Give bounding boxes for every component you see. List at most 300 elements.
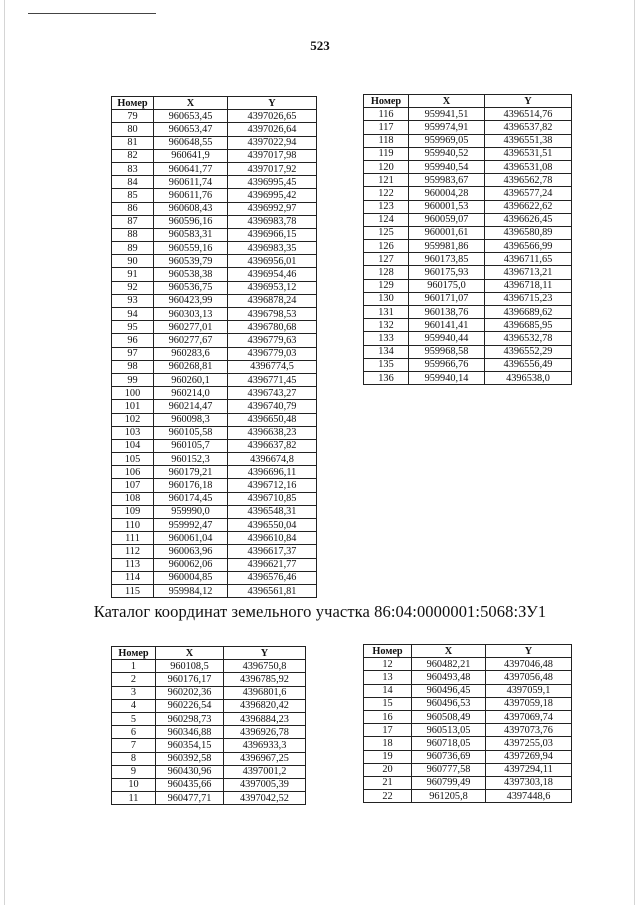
x-coordinate-cell: 960653,45 xyxy=(154,110,228,123)
table-row xyxy=(112,739,306,752)
table-row xyxy=(112,215,317,228)
point-number-cell: 82 xyxy=(112,149,154,162)
y-coordinate-cell: 4396983,35 xyxy=(228,242,317,255)
y-coordinate-cell: 4396576,46 xyxy=(228,571,317,584)
y-coordinate-cell: 4396637,82 xyxy=(228,439,317,452)
y-coordinate-cell: 4396689,62 xyxy=(485,306,572,319)
x-coordinate-cell: 960496,45 xyxy=(412,684,486,697)
x-coordinate-cell: 959974,91 xyxy=(409,121,485,134)
y-coordinate-cell: 4397073,76 xyxy=(486,724,572,737)
point-number-cell: 97 xyxy=(112,347,154,360)
point-number-cell: 79 xyxy=(112,110,154,123)
y-coordinate-cell: 4396774,5 xyxy=(228,360,317,373)
x-coordinate-cell: 960105,58 xyxy=(154,426,228,439)
x-coordinate-cell: 959969,05 xyxy=(409,134,485,147)
x-coordinate-cell: 960260,1 xyxy=(154,373,228,386)
y-coordinate-cell: 4396779,63 xyxy=(228,334,317,347)
y-coordinate-cell: 4396622,62 xyxy=(485,200,572,213)
x-coordinate-cell: 960179,21 xyxy=(154,466,228,479)
table-row xyxy=(112,492,317,505)
y-coordinate-cell: 4396933,3 xyxy=(224,739,306,752)
point-number-cell: 14 xyxy=(364,684,412,697)
x-coordinate-cell: 960611,74 xyxy=(154,176,228,189)
table-row xyxy=(364,134,572,147)
y-coordinate-cell: 4396626,45 xyxy=(485,213,572,226)
y-coordinate-cell: 4397046,48 xyxy=(486,658,572,671)
x-coordinate-cell: 960538,38 xyxy=(154,268,228,281)
x-coordinate-cell: 960559,16 xyxy=(154,242,228,255)
y-coordinate-cell: 4396711,65 xyxy=(485,253,572,266)
point-number-cell: 133 xyxy=(364,332,409,345)
point-number-cell: 108 xyxy=(112,492,154,505)
point-number-cell: 5 xyxy=(112,712,156,725)
x-coordinate-cell: 960493,48 xyxy=(412,671,486,684)
point-number-cell: 94 xyxy=(112,308,154,321)
point-number-cell: 132 xyxy=(364,319,409,332)
table-row xyxy=(364,187,572,200)
x-coordinate-cell: 960001,53 xyxy=(409,200,485,213)
table-row xyxy=(364,266,572,279)
y-coordinate-cell: 4396956,01 xyxy=(228,255,317,268)
table-row xyxy=(364,737,572,750)
y-coordinate-cell: 4396685,95 xyxy=(485,319,572,332)
y-coordinate-cell: 4396610,84 xyxy=(228,532,317,545)
y-coordinate-cell: 4397269,94 xyxy=(486,750,572,763)
header-x: X xyxy=(412,645,486,658)
table-row xyxy=(112,162,317,175)
x-coordinate-cell: 959981,86 xyxy=(409,240,485,253)
header-x: X xyxy=(156,647,224,660)
header-y: Y xyxy=(486,645,572,658)
coordinates-table-4 xyxy=(363,644,572,803)
y-coordinate-cell: 4396992,97 xyxy=(228,202,317,215)
x-coordinate-cell: 960354,15 xyxy=(156,739,224,752)
point-number-cell: 81 xyxy=(112,136,154,149)
y-coordinate-cell: 4396577,24 xyxy=(485,187,572,200)
point-number-cell: 102 xyxy=(112,413,154,426)
point-number-cell: 90 xyxy=(112,255,154,268)
point-number-cell: 13 xyxy=(364,671,412,684)
table-row xyxy=(364,710,572,723)
point-number-cell: 103 xyxy=(112,426,154,439)
x-coordinate-cell: 960277,01 xyxy=(154,321,228,334)
point-number-cell: 134 xyxy=(364,345,409,358)
x-coordinate-cell: 960539,79 xyxy=(154,255,228,268)
y-coordinate-cell: 4396983,78 xyxy=(228,215,317,228)
point-number-cell: 96 xyxy=(112,334,154,347)
x-coordinate-cell: 960508,49 xyxy=(412,710,486,723)
table-row xyxy=(112,699,306,712)
x-coordinate-cell: 960214,0 xyxy=(154,387,228,400)
table-row xyxy=(112,439,317,452)
table-row xyxy=(112,281,317,294)
y-coordinate-cell: 4396514,76 xyxy=(485,108,572,121)
y-coordinate-cell: 4396878,24 xyxy=(228,294,317,307)
table-row xyxy=(112,558,317,571)
y-coordinate-cell: 4396638,23 xyxy=(228,426,317,439)
table-row xyxy=(112,778,306,791)
header-number: Номер xyxy=(112,97,154,110)
table-row xyxy=(364,658,572,671)
header-rule xyxy=(28,13,156,14)
point-number-cell: 112 xyxy=(112,545,154,558)
table-row xyxy=(112,712,306,725)
table-row xyxy=(112,387,317,400)
point-number-cell: 84 xyxy=(112,176,154,189)
y-coordinate-cell: 4396550,04 xyxy=(228,519,317,532)
point-number-cell: 126 xyxy=(364,240,409,253)
y-coordinate-cell: 4396548,31 xyxy=(228,505,317,518)
x-coordinate-cell: 960176,17 xyxy=(156,673,224,686)
point-number-cell: 10 xyxy=(112,778,156,791)
point-number-cell: 114 xyxy=(112,571,154,584)
x-coordinate-cell: 960138,76 xyxy=(409,306,485,319)
header-number: Номер xyxy=(364,645,412,658)
table-row xyxy=(364,763,572,776)
point-number-cell: 92 xyxy=(112,281,154,294)
x-coordinate-cell: 960303,13 xyxy=(154,308,228,321)
point-number-cell: 11 xyxy=(112,792,156,805)
y-coordinate-cell: 4397059,1 xyxy=(486,684,572,697)
y-coordinate-cell: 4396820,42 xyxy=(224,699,306,712)
x-coordinate-cell: 959940,52 xyxy=(409,147,485,160)
table-row xyxy=(364,332,572,345)
y-coordinate-cell: 4396967,25 xyxy=(224,752,306,765)
point-number-cell: 124 xyxy=(364,213,409,226)
point-number-cell: 100 xyxy=(112,387,154,400)
x-coordinate-cell: 960173,85 xyxy=(409,253,485,266)
table-row xyxy=(364,253,572,266)
point-number-cell: 86 xyxy=(112,202,154,215)
table-row xyxy=(112,426,317,439)
page-edge-right xyxy=(634,0,635,905)
point-number-cell: 7 xyxy=(112,739,156,752)
point-number-cell: 113 xyxy=(112,558,154,571)
table-row xyxy=(364,292,572,305)
y-coordinate-cell: 4397303,18 xyxy=(486,776,572,789)
y-coordinate-cell: 4396715,23 xyxy=(485,292,572,305)
table-row xyxy=(364,160,572,173)
table-row xyxy=(112,466,317,479)
header-x: X xyxy=(154,97,228,110)
table-row xyxy=(364,279,572,292)
x-coordinate-cell: 960277,67 xyxy=(154,334,228,347)
x-coordinate-cell: 960268,81 xyxy=(154,360,228,373)
table-row xyxy=(112,136,317,149)
y-coordinate-cell: 4396713,21 xyxy=(485,266,572,279)
x-coordinate-cell: 959940,14 xyxy=(409,371,485,384)
y-coordinate-cell: 4396561,81 xyxy=(228,584,317,597)
y-coordinate-cell: 4396954,46 xyxy=(228,268,317,281)
y-coordinate-cell: 4396551,38 xyxy=(485,134,572,147)
y-coordinate-cell: 4396674,8 xyxy=(228,453,317,466)
table-row xyxy=(112,321,317,334)
section-title: Каталог координат земельного участка 86:04:0000001:5068:ЗУ1 xyxy=(93,602,547,621)
point-number-cell: 122 xyxy=(364,187,409,200)
table-header-row xyxy=(112,647,306,660)
table-row xyxy=(112,123,317,136)
x-coordinate-cell: 960214,47 xyxy=(154,400,228,413)
y-coordinate-cell: 4396538,0 xyxy=(485,371,572,384)
x-coordinate-cell: 960392,58 xyxy=(156,752,224,765)
point-number-cell: 105 xyxy=(112,453,154,466)
x-coordinate-cell: 960176,18 xyxy=(154,479,228,492)
x-coordinate-cell: 960423,99 xyxy=(154,294,228,307)
x-coordinate-cell: 960653,47 xyxy=(154,123,228,136)
point-number-cell: 104 xyxy=(112,439,154,452)
x-coordinate-cell: 960736,69 xyxy=(412,750,486,763)
point-number-cell: 116 xyxy=(364,108,409,121)
point-number-cell: 3 xyxy=(112,686,156,699)
x-coordinate-cell: 960062,06 xyxy=(154,558,228,571)
coordinates-table-1 xyxy=(111,96,317,598)
page-edge-left xyxy=(4,0,5,905)
x-coordinate-cell: 959940,44 xyxy=(409,332,485,345)
table-row xyxy=(112,110,317,123)
table-row xyxy=(112,347,317,360)
point-number-cell: 131 xyxy=(364,306,409,319)
x-coordinate-cell: 959992,47 xyxy=(154,519,228,532)
y-coordinate-cell: 4396562,78 xyxy=(485,174,572,187)
point-number-cell: 135 xyxy=(364,358,409,371)
x-coordinate-cell: 960513,05 xyxy=(412,724,486,737)
table-header-row xyxy=(112,97,317,110)
point-number-cell: 129 xyxy=(364,279,409,292)
point-number-cell: 6 xyxy=(112,726,156,739)
header-y: Y xyxy=(485,95,572,108)
y-coordinate-cell: 4396552,29 xyxy=(485,345,572,358)
table-row xyxy=(364,750,572,763)
x-coordinate-cell: 960098,3 xyxy=(154,413,228,426)
table-row xyxy=(364,684,572,697)
table-row xyxy=(112,726,306,739)
x-coordinate-cell: 959990,0 xyxy=(154,505,228,518)
table-row xyxy=(364,371,572,384)
y-coordinate-cell: 4396650,48 xyxy=(228,413,317,426)
x-coordinate-cell: 960004,28 xyxy=(409,187,485,200)
y-coordinate-cell: 4396617,37 xyxy=(228,545,317,558)
x-coordinate-cell: 959941,51 xyxy=(409,108,485,121)
y-coordinate-cell: 4396743,27 xyxy=(228,387,317,400)
x-coordinate-cell: 959940,54 xyxy=(409,160,485,173)
table-row xyxy=(364,200,572,213)
point-number-cell: 93 xyxy=(112,294,154,307)
x-coordinate-cell: 960608,43 xyxy=(154,202,228,215)
table-row xyxy=(364,724,572,737)
coordinates-table-2 xyxy=(363,94,572,385)
point-number-cell: 87 xyxy=(112,215,154,228)
x-coordinate-cell: 960202,36 xyxy=(156,686,224,699)
y-coordinate-cell: 4396884,23 xyxy=(224,712,306,725)
point-number-cell: 123 xyxy=(364,200,409,213)
table-row xyxy=(112,228,317,241)
table-row xyxy=(112,334,317,347)
table-row xyxy=(112,400,317,413)
table-row xyxy=(364,790,572,803)
y-coordinate-cell: 4396621,77 xyxy=(228,558,317,571)
y-coordinate-cell: 4396710,85 xyxy=(228,492,317,505)
table-row xyxy=(112,360,317,373)
table-row xyxy=(112,268,317,281)
table-row xyxy=(112,571,317,584)
x-coordinate-cell: 960174,45 xyxy=(154,492,228,505)
point-number-cell: 130 xyxy=(364,292,409,305)
header-number: Номер xyxy=(112,647,156,660)
table-row xyxy=(112,545,317,558)
y-coordinate-cell: 4396531,08 xyxy=(485,160,572,173)
table-row xyxy=(112,308,317,321)
y-coordinate-cell: 4396771,45 xyxy=(228,373,317,386)
y-coordinate-cell: 4396740,79 xyxy=(228,400,317,413)
x-coordinate-cell: 960108,5 xyxy=(156,660,224,673)
x-coordinate-cell: 960298,73 xyxy=(156,712,224,725)
x-coordinate-cell: 960477,71 xyxy=(156,792,224,805)
y-coordinate-cell: 4397017,98 xyxy=(228,149,317,162)
x-coordinate-cell: 960283,6 xyxy=(154,347,228,360)
y-coordinate-cell: 4396801,6 xyxy=(224,686,306,699)
table-row xyxy=(364,319,572,332)
table-row xyxy=(112,242,317,255)
point-number-cell: 8 xyxy=(112,752,156,765)
x-coordinate-cell: 960171,07 xyxy=(409,292,485,305)
x-coordinate-cell: 960596,16 xyxy=(154,215,228,228)
x-coordinate-cell: 959984,12 xyxy=(154,584,228,597)
point-number-cell: 120 xyxy=(364,160,409,173)
table-row xyxy=(112,519,317,532)
point-number-cell: 127 xyxy=(364,253,409,266)
y-coordinate-cell: 4396780,68 xyxy=(228,321,317,334)
y-coordinate-cell: 4396532,78 xyxy=(485,332,572,345)
table-row xyxy=(364,671,572,684)
table-row xyxy=(364,174,572,187)
y-coordinate-cell: 4397255,03 xyxy=(486,737,572,750)
point-number-cell: 128 xyxy=(364,266,409,279)
y-coordinate-cell: 4396566,99 xyxy=(485,240,572,253)
x-coordinate-cell: 960175,93 xyxy=(409,266,485,279)
coordinates-table-3 xyxy=(111,646,306,805)
table-row xyxy=(112,752,306,765)
point-number-cell: 91 xyxy=(112,268,154,281)
x-coordinate-cell: 960435,66 xyxy=(156,778,224,791)
point-number-cell: 18 xyxy=(364,737,412,750)
point-number-cell: 109 xyxy=(112,505,154,518)
point-number-cell: 110 xyxy=(112,519,154,532)
x-coordinate-cell: 960641,77 xyxy=(154,162,228,175)
y-coordinate-cell: 4396712,16 xyxy=(228,479,317,492)
x-coordinate-cell: 960141,41 xyxy=(409,319,485,332)
y-coordinate-cell: 4397001,2 xyxy=(224,765,306,778)
x-coordinate-cell: 960226,54 xyxy=(156,699,224,712)
y-coordinate-cell: 4396531,51 xyxy=(485,147,572,160)
point-number-cell: 125 xyxy=(364,226,409,239)
point-number-cell: 117 xyxy=(364,121,409,134)
table-row xyxy=(112,584,317,597)
x-coordinate-cell: 959983,67 xyxy=(409,174,485,187)
table-row xyxy=(364,108,572,121)
point-number-cell: 1 xyxy=(112,660,156,673)
table-row xyxy=(364,226,572,239)
table-header-row xyxy=(364,645,572,658)
y-coordinate-cell: 4396556,49 xyxy=(485,358,572,371)
y-coordinate-cell: 4396750,8 xyxy=(224,660,306,673)
y-coordinate-cell: 4396953,12 xyxy=(228,281,317,294)
y-coordinate-cell: 4397069,74 xyxy=(486,710,572,723)
point-number-cell: 17 xyxy=(364,724,412,737)
x-coordinate-cell: 960536,75 xyxy=(154,281,228,294)
point-number-cell: 111 xyxy=(112,532,154,545)
x-coordinate-cell: 960063,96 xyxy=(154,545,228,558)
table-row xyxy=(364,345,572,358)
x-coordinate-cell: 960152,3 xyxy=(154,453,228,466)
point-number-cell: 136 xyxy=(364,371,409,384)
table-row xyxy=(364,213,572,226)
table-row xyxy=(112,792,306,805)
point-number-cell: 16 xyxy=(364,710,412,723)
x-coordinate-cell: 960648,55 xyxy=(154,136,228,149)
point-number-cell: 15 xyxy=(364,697,412,710)
point-number-cell: 12 xyxy=(364,658,412,671)
point-number-cell: 22 xyxy=(364,790,412,803)
table-row xyxy=(364,697,572,710)
x-coordinate-cell: 960799,49 xyxy=(412,776,486,789)
point-number-cell: 88 xyxy=(112,228,154,241)
table-row xyxy=(364,776,572,789)
y-coordinate-cell: 4397026,65 xyxy=(228,110,317,123)
table-row xyxy=(364,121,572,134)
x-coordinate-cell: 960175,0 xyxy=(409,279,485,292)
y-coordinate-cell: 4396718,11 xyxy=(485,279,572,292)
table-row xyxy=(112,189,317,202)
y-coordinate-cell: 4397056,48 xyxy=(486,671,572,684)
point-number-cell: 107 xyxy=(112,479,154,492)
x-coordinate-cell: 960718,05 xyxy=(412,737,486,750)
x-coordinate-cell: 960061,04 xyxy=(154,532,228,545)
table-row xyxy=(112,373,317,386)
table-row xyxy=(112,505,317,518)
y-coordinate-cell: 4396798,53 xyxy=(228,308,317,321)
table-row xyxy=(112,765,306,778)
point-number-cell: 80 xyxy=(112,123,154,136)
header-y: Y xyxy=(228,97,317,110)
point-number-cell: 19 xyxy=(364,750,412,763)
table-row xyxy=(112,453,317,466)
table-row xyxy=(112,532,317,545)
x-coordinate-cell: 960496,53 xyxy=(412,697,486,710)
table-row xyxy=(112,202,317,215)
point-number-cell: 85 xyxy=(112,189,154,202)
x-coordinate-cell: 960059,07 xyxy=(409,213,485,226)
point-number-cell: 21 xyxy=(364,776,412,789)
x-coordinate-cell: 960001,61 xyxy=(409,226,485,239)
header-x: X xyxy=(409,95,485,108)
table-row xyxy=(112,176,317,189)
y-coordinate-cell: 4397059,18 xyxy=(486,697,572,710)
y-coordinate-cell: 4396696,11 xyxy=(228,466,317,479)
x-coordinate-cell: 960346,88 xyxy=(156,726,224,739)
point-number-cell: 119 xyxy=(364,147,409,160)
table-row xyxy=(112,294,317,307)
x-coordinate-cell: 960004,85 xyxy=(154,571,228,584)
y-coordinate-cell: 4397022,94 xyxy=(228,136,317,149)
y-coordinate-cell: 4396580,89 xyxy=(485,226,572,239)
point-number-cell: 2 xyxy=(112,673,156,686)
table-row xyxy=(112,479,317,492)
y-coordinate-cell: 4396926,78 xyxy=(224,726,306,739)
page-number: 523 xyxy=(310,38,330,53)
x-coordinate-cell: 960641,9 xyxy=(154,149,228,162)
table-row xyxy=(112,255,317,268)
header-y: Y xyxy=(224,647,306,660)
